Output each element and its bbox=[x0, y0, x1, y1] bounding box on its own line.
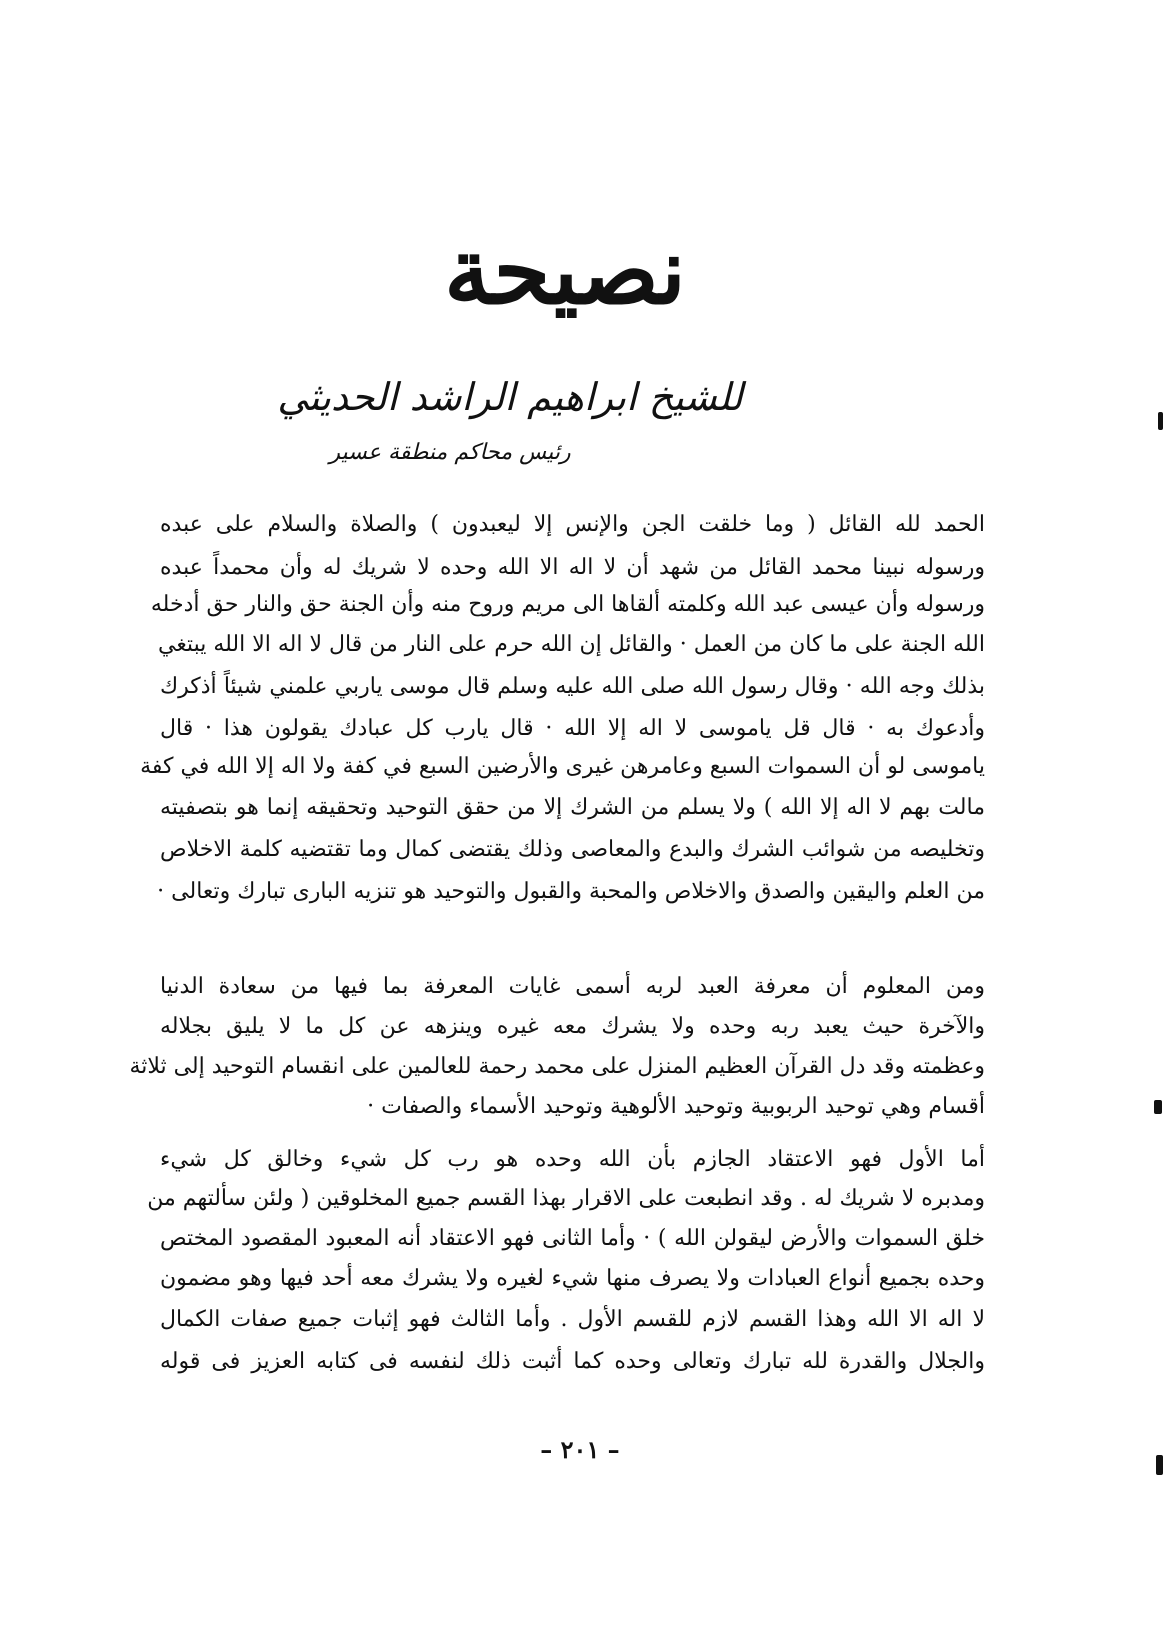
scan-mark bbox=[1158, 412, 1163, 430]
text-line: من العلم واليقين والصدق والاخلاص والمحبة والقبول والتوحيد هو تنزيه البارى تبارك وتعالى · bbox=[157, 879, 985, 904]
text-line: أما الأول فهو الاعتقاد الجازم بأن الله وحده هو رب كل شيء وخالق كل شيء bbox=[160, 1147, 985, 1172]
text-line: والجلال والقدرة لله تبارك وتعالى وحده كما أثبت ذلك لنفسه فى كتابه العزيز فى قوله bbox=[160, 1349, 985, 1374]
text-line: ورسوله وأن عيسى عبد الله وكلمته ألقاها الى مريم وروح منه وأن الجنة حق والنار حق أدخله bbox=[150, 592, 985, 617]
text-line: ومن المعلوم أن معرفة العبد لربه أسمى غايات المعرفة بما فيها من سعادة الدنيا bbox=[160, 974, 985, 999]
scan-mark bbox=[1154, 1100, 1162, 1114]
text-line: مالت بهم لا اله إلا الله ) ولا يسلم من الشرك إلا من حقق التوحيد وتحقيقه إنما هو بتصفيته bbox=[160, 795, 985, 820]
author-position: رئيس محاكم منطقة عسير bbox=[329, 440, 571, 465]
scan-mark bbox=[1156, 1455, 1163, 1475]
text-line: لا اله الا الله وهذا القسم لازم للقسم الأول . وأما الثالث فهو إثبات جميع صفات الكمال bbox=[160, 1307, 985, 1332]
text-line: ورسوله نبينا محمد القائل من شهد أن لا اله الا الله وحده لا شريك له وأن محمداً عبده bbox=[160, 555, 985, 580]
document-title: نصيحة bbox=[444, 217, 686, 325]
text-line: الله الجنة على ما كان من العمل · والقائل إن الله حرم على النار من قال لا اله الا الله يبتغي bbox=[157, 632, 985, 657]
text-line: أقسام وهي توحيد الربوبية وتوحيد الألوهية وتوحيد الأسماء والصفات · bbox=[367, 1094, 985, 1119]
text-line: والآخرة حيث يعبد ربه وحده ولا يشرك معه غيره وينزهه عن كل ما لا يليق بجلاله bbox=[160, 1014, 986, 1039]
text-line: بذلك وجه الله · وقال رسول الله صلى الله عليه وسلم قال موسى ياربي علمني شيئاً أذكرك bbox=[160, 674, 985, 699]
text-line: ياموسى لو أن السموات السبع وعامرهن غيرى والأرضين السبع في كفة ولا اله إلا الله في كفة bbox=[140, 754, 985, 779]
text-line: ومدبره لا شريك له . وقد انطبعت على الاقرار بهذا القسم جميع المخلوقين ( ولئن سألتهم من bbox=[147, 1186, 985, 1211]
page-number: – ٢٠١ – bbox=[540, 1435, 620, 1464]
text-line: وعظمته وقد دل القرآن العظيم المنزل على محمد رحمة للعالمين على انقسام التوحيد إلى ثلاثة bbox=[129, 1054, 985, 1079]
text-line: الحمد لله القائل ( وما خلقت الجن والإنس إلا ليعبدون ) والصلاة والسلام على عبده bbox=[160, 512, 985, 537]
author-name: للشيخ ابراهيم الراشد الحديثي bbox=[277, 375, 743, 419]
text-line: وحده بجميع أنواع العبادات ولا يصرف منها شيء لغيره ولا يشرك معه أحد فيها وهو مضمون bbox=[160, 1266, 985, 1291]
text-line: وأدعوك به · قال قل ياموسى لا اله إلا الله · قال يارب كل عبادك يقولون هذا · قال bbox=[160, 716, 985, 741]
text-line: وتخليصه من شوائب الشرك والبدع والمعاصى وذلك يقتضى كمال وما تقتضيه كلمة الاخلاص bbox=[160, 837, 985, 862]
text-line: خلق السموات والأرض ليقولن الله ) · وأما الثانى فهو الاعتقاد أنه المعبود المقصود المختص bbox=[160, 1226, 985, 1251]
